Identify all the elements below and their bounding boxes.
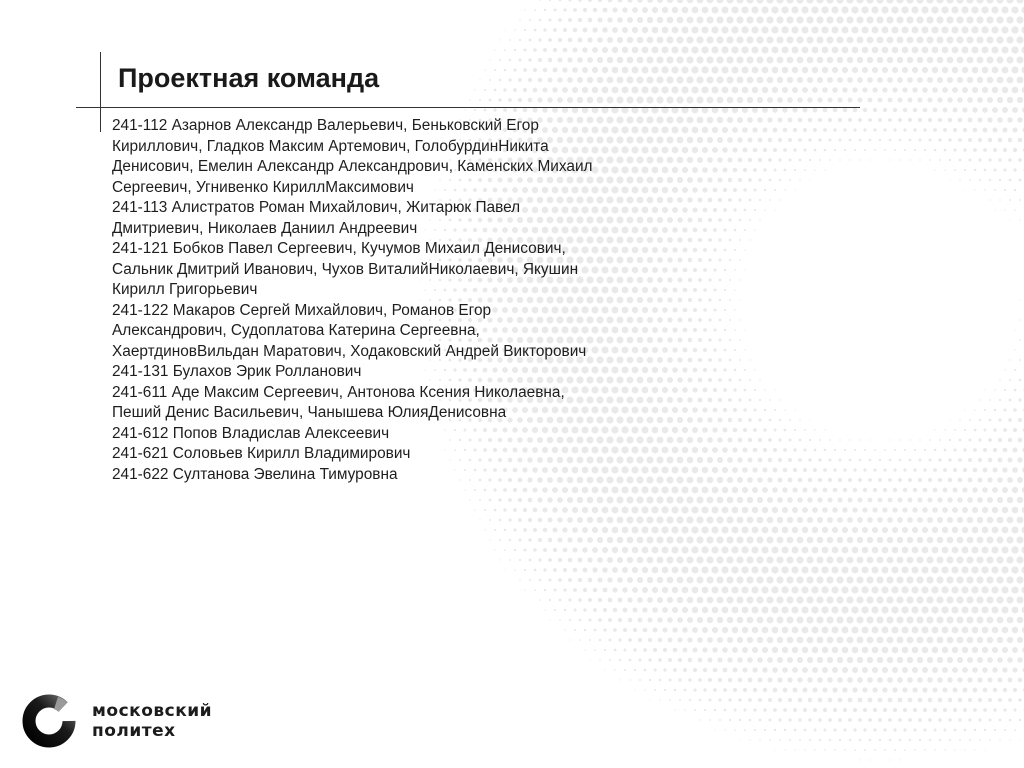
team-list — [112, 116, 672, 485]
title-horizontal-rule — [76, 107, 860, 108]
team-list-line: Сергеевич, Угнивенко КириллМаксимович — [112, 178, 414, 196]
team-list-line: Дмитриевич, Николаев Даниил Андреевич — [112, 219, 418, 237]
logo-text-line-2: политех — [92, 721, 176, 741]
team-list-line: 241-122 Макаров Сергей Михайлович, Романов Егор — [112, 301, 492, 319]
team-list-line: 241-622 Султанова Эвелина Тимуровна — [112, 465, 398, 483]
title-vertical-rule — [100, 52, 101, 132]
team-list-line: Кирилл Григорьевич — [112, 281, 258, 298]
team-list-line: Александрович, Судоплатова Катерина Сергеевна, — [112, 322, 480, 339]
team-list-line: 241-612 Попов Владислав Алексеевич — [112, 424, 390, 442]
team-list-line: 241-621 Соловьев Кирилл Владимирович — [112, 445, 411, 462]
team-list-line: Кириллович, Гладков Максим Артемович, ГолобурдинНикита — [112, 137, 549, 155]
team-list-line: 241-113 Алистратов Роман Михайлович, Житарюк Павел — [112, 199, 521, 216]
university-logo — [22, 694, 212, 748]
team-list-line: 241-131 Булахов Эрик Ролланович — [112, 363, 362, 380]
team-list-line: Денисович, Емелин Александр Александрович, Каменских Михаил — [112, 158, 593, 175]
team-list-line: 241-611 Аде Максим Сергеевич, Антонова Ксения Николаевна, — [112, 383, 565, 401]
logo-text-line-1: московский — [92, 701, 213, 721]
ring-logo-icon — [22, 694, 76, 748]
page-title: Проектная команда — [118, 63, 380, 93]
team-list-line: 241-112 Азарнов Александр Валерьевич, Беньковский Егор — [112, 117, 539, 134]
team-list-line: Пеший Денис Васильевич, Чанышева ЮлияДенисовна — [112, 404, 507, 421]
team-list-line: 241-121 Бобков Павел Сергеевич, Кучумов Михаил Денисович, — [112, 240, 566, 257]
team-list-line: ХаертдиновВильдан Маратович, Ходаковский Андрей Викторович — [112, 342, 587, 360]
team-list-line: Сальник Дмитрий Иванович, Чухов ВиталийНиколаевич, Якушин — [112, 260, 579, 278]
